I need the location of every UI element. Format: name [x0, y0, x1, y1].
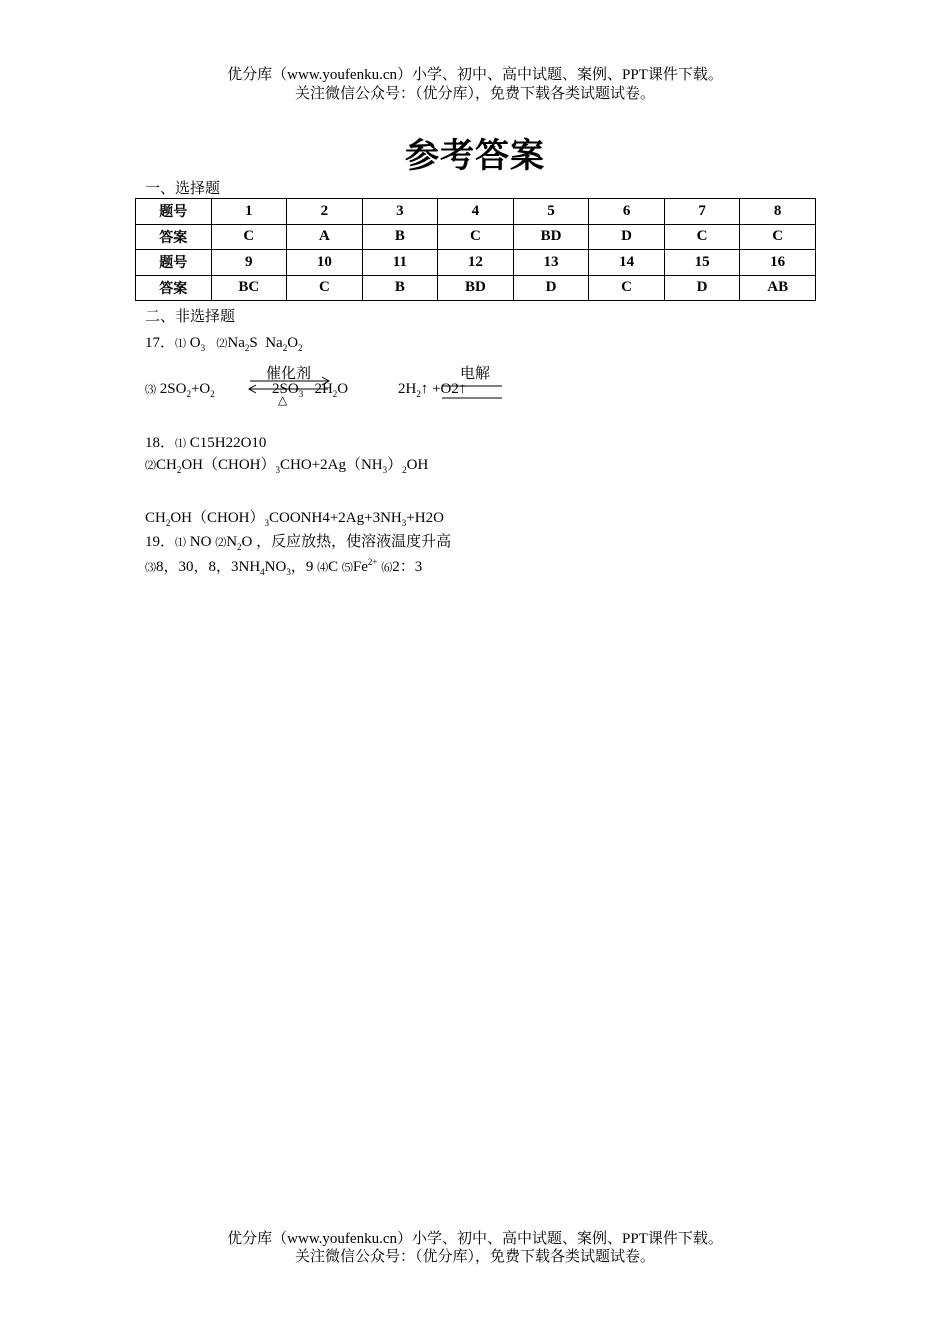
- section-nonchoice-heading: 二、非选择题: [145, 309, 236, 325]
- cell: C: [211, 224, 287, 250]
- cell: A: [287, 224, 363, 250]
- q18-product-tail: COONH4+2Ag+3NH: [269, 510, 402, 526]
- cell: C: [589, 275, 665, 301]
- section-choice-heading: 一、选择题: [145, 181, 221, 197]
- cell: C: [664, 224, 740, 250]
- cell: 9: [211, 250, 287, 276]
- cell: 11: [362, 250, 438, 276]
- table-row: [136, 250, 816, 276]
- q19-ans6: 2：3: [392, 559, 423, 575]
- q17-part3-marker: ⑶: [145, 384, 156, 396]
- q18-line-3: $CH_2OH(CHOH)_3COONH4+2Ag+3NH_3+H2O$: [145, 510, 444, 528]
- q17-line-1: 17．⑴ $O_3$ $⑵Na_2S$ $Na_2O_2$: [145, 335, 303, 353]
- cell: B: [362, 275, 438, 301]
- q18-part2-marker: ⑵: [145, 460, 156, 472]
- label-ans: 答案: [136, 275, 212, 301]
- q19-line-1: 19．⑴ NO $⑵N_2O$ ，反应放热，使溶液温度升高: [145, 534, 452, 552]
- cell: 6: [589, 199, 665, 225]
- electrolysis-label: 电解: [460, 366, 491, 382]
- table-row: [136, 275, 816, 301]
- q19-part5-marker: ⑸: [341, 562, 353, 574]
- q19-line-2: ⑶8，30，8，$3NH_4NO_3$，9 ⑷C $⑸Fe^{2+}$ ⑹2：3: [145, 557, 423, 577]
- cell: 3: [362, 199, 438, 225]
- o2-text: +O2: [432, 381, 459, 397]
- cell: C: [438, 224, 514, 250]
- cell: 13: [513, 250, 589, 276]
- page-title: 参考答案: [405, 136, 545, 176]
- q19-ans4: C: [328, 559, 339, 575]
- header-line-1: 优分库（www.youfenku.cn）小学、初中、高中试题、案例、PPT课件下载。: [227, 67, 723, 83]
- q18-number: 18．: [145, 435, 176, 451]
- footer-line-1: 优分库（www.youfenku.cn）小学、初中、高中试题、案例、PPT课件下载。: [227, 1231, 723, 1247]
- answer-table: [135, 198, 816, 301]
- cell: 12: [438, 250, 514, 276]
- q19-part3-marker: ⑶: [145, 562, 156, 574]
- q17-part1-marker: ⑴: [175, 338, 187, 350]
- electrolysis-lines: [440, 380, 504, 404]
- cell: 4: [438, 199, 514, 225]
- cell: C: [740, 224, 816, 250]
- cell: 8: [740, 199, 816, 225]
- label-num: 题号: [136, 199, 212, 225]
- cell: 5: [513, 199, 589, 225]
- q19-nums: 8，30，8，3NH: [156, 559, 261, 575]
- q18-part1-marker: ⑴: [175, 438, 187, 450]
- q17-electrolysis-products: $2H_2↑$ +O2↑: [398, 381, 467, 399]
- q18-formula: C15H22O10: [189, 435, 267, 451]
- q19-part6-marker: ⑹: [381, 562, 393, 574]
- q19-number: 19．: [145, 534, 176, 550]
- q17-part2-marker: ⑵: [216, 338, 228, 350]
- cell: 7: [664, 199, 740, 225]
- q19-part1-marker: ⑴: [175, 537, 187, 549]
- cell: AB: [740, 275, 816, 301]
- cell: D: [589, 224, 665, 250]
- heat-icon: △: [278, 393, 288, 407]
- table-row: [136, 199, 816, 225]
- cell: D: [513, 275, 589, 301]
- cell: D: [664, 275, 740, 301]
- q17-product: $2SO_3$ $2H_2O$: [272, 381, 349, 399]
- label-ans: 答案: [136, 224, 212, 250]
- cell: 14: [589, 250, 665, 276]
- footer-line-2: 关注微信公众号：（优分库），免费下载各类试题试卷。: [294, 1249, 655, 1265]
- cell: 1: [211, 199, 287, 225]
- q18-tail2: +H2O: [406, 510, 444, 526]
- q19-desc: ，反应放热，使溶液温度升高: [256, 534, 452, 550]
- q18-line-1: [145, 431, 266, 452]
- cell: BD: [513, 224, 589, 250]
- cell: 10: [287, 250, 363, 276]
- cell: B: [362, 224, 438, 250]
- q19-part4-marker: ⑷: [317, 562, 329, 574]
- cell: 16: [740, 250, 816, 276]
- q17-line-2: ⑶ $2SO_2+O_2$: [145, 381, 215, 399]
- cell: BD: [438, 275, 514, 301]
- cell: C: [287, 275, 363, 301]
- cell: BC: [211, 275, 287, 301]
- q19-part2-marker: ⑵: [215, 537, 227, 549]
- cell: 2: [287, 199, 363, 225]
- table-row: [136, 224, 816, 250]
- catalyst-label: 催化剂: [266, 366, 312, 382]
- cell: 15: [664, 250, 740, 276]
- header-line-2: 关注微信公众号：（优分库），免费下载各类试题试卷。: [294, 86, 655, 102]
- q18-line-2: $⑵CH_2OH(CHOH)_3CHO+2Ag(NH_3)_2OH$: [145, 457, 429, 475]
- label-num: 题号: [136, 250, 212, 276]
- q17-number: 17．: [145, 335, 176, 351]
